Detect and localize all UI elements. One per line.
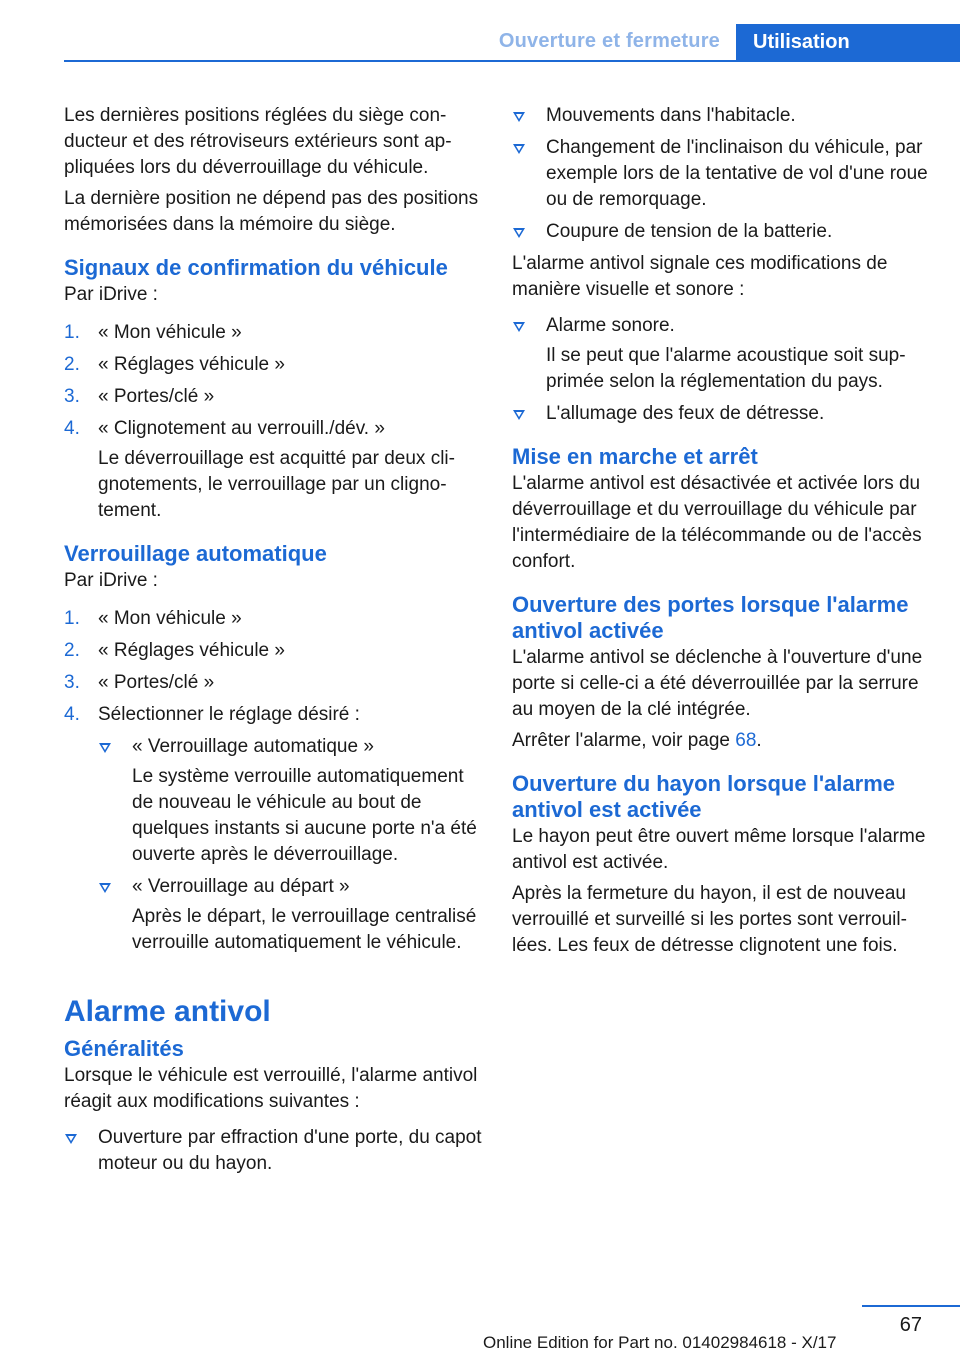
triangle-bullet-icon: [513, 228, 525, 238]
option-description: Le système verrouille automatiquement de nouveau le véhicule au bout de quelques instants si aucune porte n'a été ouverte après le déverrouillage.: [132, 766, 477, 865]
generalites-text: Lorsque le véhicule est verrouillé, l'alarme antivol réagit aux modifications suivantes :: [64, 1065, 478, 1112]
option-text: « Verrouillage au départ »: [132, 876, 350, 897]
signaux-intro: Par iDrive :: [64, 284, 158, 305]
list-item: [64, 638, 482, 664]
heading-verrouillage: Verrouillage automatique: [64, 541, 327, 566]
page-link[interactable]: 68: [735, 730, 757, 751]
step-text: « Mon véhicule »: [98, 322, 242, 343]
triangle-bullet-icon: [513, 410, 525, 420]
list-item: [512, 135, 930, 213]
portes-text: L'alarme antivol se déclenche à l'ouverture d'une porte si celle-ci a été déverrouillée par la serrure au moyen de la clé intégrée.: [512, 647, 923, 720]
list-item: [64, 606, 482, 632]
triangle-bullet-icon: [65, 1134, 77, 1144]
list-item: [64, 702, 482, 956]
intro-paragraph-1: Les dernières positions réglées du siège conducteur et des rétroviseurs extérieurs sont appliquées lors du déverrouillage du véhicule.: [64, 105, 452, 178]
triangle-bullet-icon: [99, 743, 111, 753]
footer-edition: Online Edition for Part no. 01402984618 - X/17: [483, 1333, 837, 1352]
triangle-bullet-icon: [513, 322, 525, 332]
item-text: Mouvements dans l'habitacle.: [546, 105, 796, 126]
item-text: L'allumage des feux de détresse.: [546, 403, 825, 424]
step-number: 3.: [64, 672, 80, 693]
heading-generalites: Généralités: [64, 1036, 184, 1061]
step-number: 1.: [64, 608, 80, 629]
header-section-title: Ouverture et fermeture: [498, 30, 720, 52]
heading-alarme-antivol: Alarme antivol: [64, 995, 271, 1028]
list-item: [512, 219, 930, 245]
step-number: 1.: [64, 322, 80, 343]
signal-text: L'alarme antivol signale ces modifications de manière visuelle et sonore :: [512, 253, 888, 300]
item-text: Coupure de tension de la batterie.: [546, 221, 833, 242]
list-item: [512, 401, 930, 427]
reference-text: Arrêter l'alarme, voir page: [512, 730, 736, 751]
list-item: [64, 320, 482, 346]
step-text: « Réglages véhicule »: [98, 354, 285, 375]
intro-paragraph-2: La dernière position ne dépend pas des positions mémorisées dans la mémoire du siège.: [64, 188, 479, 235]
triangle-bullet-icon: [513, 112, 525, 122]
heading-ouverture-portes: Ouverture des portes lorsque l'alarme antivol activée: [512, 592, 909, 643]
list-item: [98, 874, 482, 956]
list-item: [64, 384, 482, 410]
list-item: [64, 352, 482, 378]
heading-signaux: Signaux de confirmation du véhicule: [64, 255, 448, 280]
step-number: 4.: [64, 704, 80, 725]
list-item: [64, 1125, 482, 1177]
step-number: 3.: [64, 386, 80, 407]
signaux-steps: [64, 320, 482, 524]
step-text: « Mon véhicule »: [98, 608, 242, 629]
signal-items: [512, 313, 930, 427]
heading-ouverture-hayon: Ouverture du hayon lorsque l'alarme antivol est activée: [512, 771, 896, 822]
step-text: « Clignotement au verrouill./dév. »: [98, 418, 385, 439]
header-rule: [64, 60, 960, 62]
left-column: [64, 103, 482, 1183]
step-number: 4.: [64, 418, 80, 439]
page-number: 67: [899, 1314, 922, 1336]
step-number: 2.: [64, 640, 80, 661]
verrouillage-intro: Par iDrive :: [64, 570, 158, 591]
reference-suffix: .: [756, 730, 762, 751]
list-item: [98, 734, 482, 868]
step-description: Le déverrouillage est acquitté par deux clignotements, le verrouillage par un clignotement.: [98, 448, 455, 521]
list-item: [64, 416, 482, 524]
header-chapter-tab[interactable]: Utilisation: [736, 24, 960, 62]
portes-reference: [512, 728, 930, 754]
footer-rule: [862, 1305, 960, 1307]
verrouillage-steps: [64, 606, 482, 956]
list-item: [512, 313, 930, 395]
step-text: « Portes/clé »: [98, 672, 215, 693]
step-number: 2.: [64, 354, 80, 375]
option-text: « Verrouillage automatique »: [132, 736, 374, 757]
right-column: [512, 103, 930, 964]
item-text: Changement de l'inclinaison du véhicule, par exemple lors de la tentative de vol d'une roue ou de remorquage.: [546, 137, 928, 210]
item-description: Il se peut que l'alarme acoustique soit supprimée selon la réglementation du pays.: [546, 345, 906, 392]
hayon-text-1: Le hayon peut être ouvert même lorsque l'alarme antivol est activée.: [512, 826, 926, 873]
list-item: [64, 670, 482, 696]
item-text: Ouverture par effraction d'une porte, du capot moteur ou du hayon.: [98, 1127, 482, 1174]
option-description: Après le départ, le verrouillage centralisé verrouille automatiquement le véhicule.: [132, 906, 477, 953]
marche-text: L'alarme antivol est désactivée et activée lors du déverrouillage et du verrouillage du véhicule par l'intermédiaire de la télécommande ou de l'accès confort.: [512, 473, 922, 572]
triangle-bullet-icon: [99, 883, 111, 893]
triangle-bullet-icon: [513, 144, 525, 154]
verrouillage-options: [98, 734, 482, 956]
list-item: [512, 103, 930, 129]
step-text: « Portes/clé »: [98, 386, 215, 407]
step-text: Sélectionner le réglage désiré :: [98, 704, 360, 725]
hayon-text-2: Après la fermeture du hayon, il est de nouveau verrouillé et surveillé si les portes sont verrouillées. Les feux de détresse clignotent une fois.: [512, 883, 907, 956]
heading-mise-en-marche: Mise en marche et arrêt: [512, 444, 758, 469]
item-text: Alarme sonore.: [546, 315, 675, 336]
alarm-trigger-items: [512, 103, 930, 245]
generalites-items: [64, 1125, 482, 1177]
step-text: « Réglages véhicule »: [98, 640, 285, 661]
